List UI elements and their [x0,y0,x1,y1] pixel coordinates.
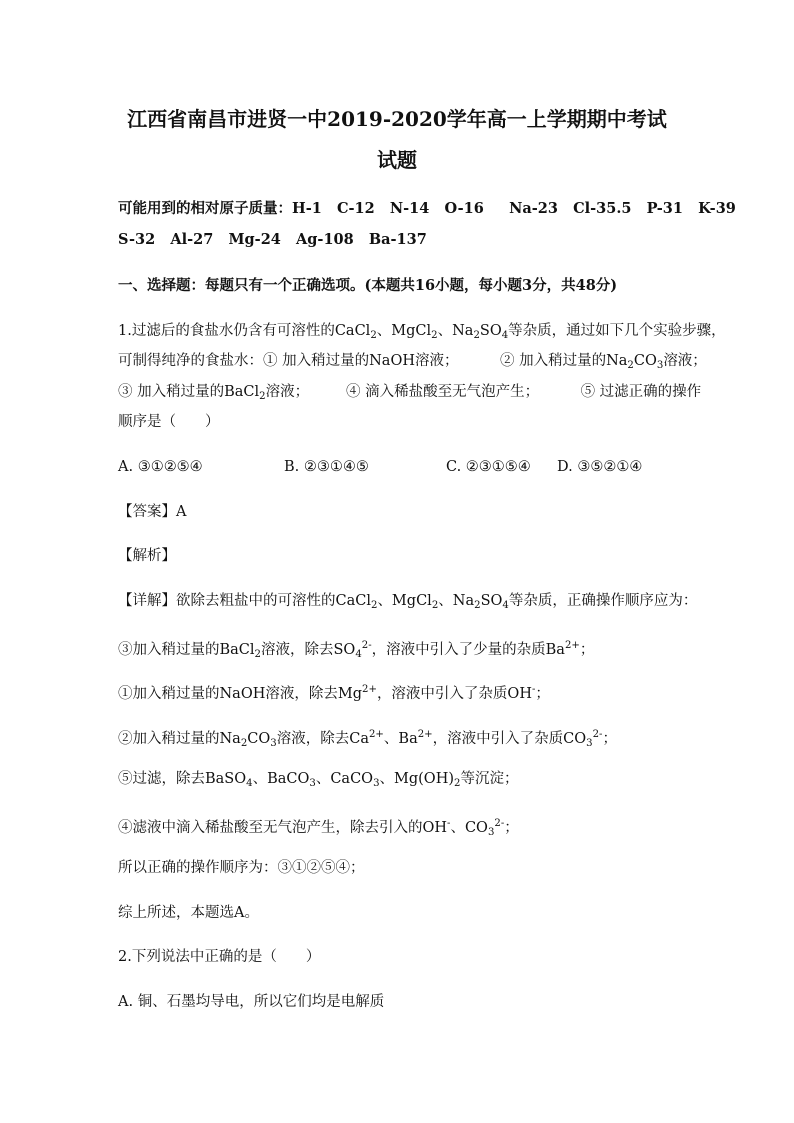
q1-option-c: C. ②③①⑤④ [446,459,531,475]
document-title-cont: 试题 [377,148,417,172]
q1-stem-line-2: 可制得纯净的食盐水：① 加入稍过量的NaOH溶液； ② 加入稍过量的$Na_2CO_3$溶液； [118,353,707,371]
q1-step-3: ③加入稍过量的BaCl$_2$溶液，除去$SO_4^{2-}$，溶液中引入了少量的杂质$Ba^{2+}$； [118,640,595,660]
detail-label: 【详解】 [118,593,176,609]
mass-item: Al-27 [170,231,214,248]
mass-item: Mg-24 [228,231,281,248]
q1-stem-line-4: 顺序是（ ） [118,414,220,430]
mass-item: O-16 [444,200,484,217]
q1-conclusion: 综上所述，本题选A。 [118,905,259,921]
mass-item: C-12 [336,200,375,217]
mass-item: N-14 [389,200,430,217]
atomic-mass-row-2 [118,230,427,250]
q1-step-4: ④滤液中滴入稀盐酸至无气泡产生，除去引入的OH-、$CO_3^{2-}$； [118,818,519,838]
section-heading: 一、选择题：每题只有一个正确选项。(本题共16小题，每小题3分，共48分) [118,277,618,294]
q2-option-a: A. 铜、石墨均导电，所以它们均是电解质 [118,994,385,1010]
atomic-mass-label: 可能用到的相对原子质量： [118,200,292,217]
q1-stem-line-1: 1.过滤后的食盐水仍含有可溶性的CaCl$_2$、MgCl$_2$、$Na_2SO_4$等杂质，通过如下几个实验步骤， [118,323,726,341]
document-title: 江西省南昌市进贤一中2019-2020学年高一上学期期中考试 [127,107,667,131]
q1-step-1: ①加入稍过量的NaOH溶液，除去$Mg^{2+}$，溶液中引入了杂质OH-； [118,684,550,702]
q1-stem-line-3: ③ 加入稍过量的BaCl$_2$溶液； ④ 滴入稀盐酸至无气泡产生； ⑤ 过滤正确的操作 [118,384,702,402]
atomic-mass-row-1 [118,199,736,219]
q1-option-a: A. ③①②⑤④ [118,459,203,475]
mass-item: Ag-108 [296,231,354,248]
mass-item: K-39 [698,200,736,217]
q1-option-b: B. ②③①④⑤ [284,459,369,475]
q1-analysis-label: 【解析】 [118,548,176,564]
q1-detail-intro: 【详解】欲除去粗盐中的可溶性的CaCl$_2$、MgCl$_2$、$Na_2SO_4$等杂质，正确操作顺序应为： [118,593,698,611]
mass-item: S-32 [118,231,156,248]
mass-item: Ba-137 [368,231,427,248]
q1-option-d: D. ③⑤②①④ [557,459,643,475]
q1-order: 所以正确的操作顺序为：③①②⑤④； [118,860,365,876]
q2-stem: 2.下列说法中正确的是（ ） [118,949,321,965]
mass-item: Cl-35.5 [573,200,632,217]
mass-item: Na-23 [509,200,558,217]
answer-value: A [176,504,187,520]
mass-item: H-1 [292,200,322,217]
q1-step-2: ②加入稍过量的$Na_2CO_3$溶液，除去$Ca^{2+}$、$Ba^{2+}$，溶液中引入了杂质$CO_3^{2-}$； [118,729,617,749]
q1-step-5: ⑤过滤，除去BaSO$_4$、BaCO$_3$、CaCO$_3$、$Mg(OH)_2$等沉淀； [118,771,519,789]
q1-answer [118,502,186,522]
answer-label: 【答案】 [118,504,176,520]
mass-item: P-31 [646,200,683,217]
